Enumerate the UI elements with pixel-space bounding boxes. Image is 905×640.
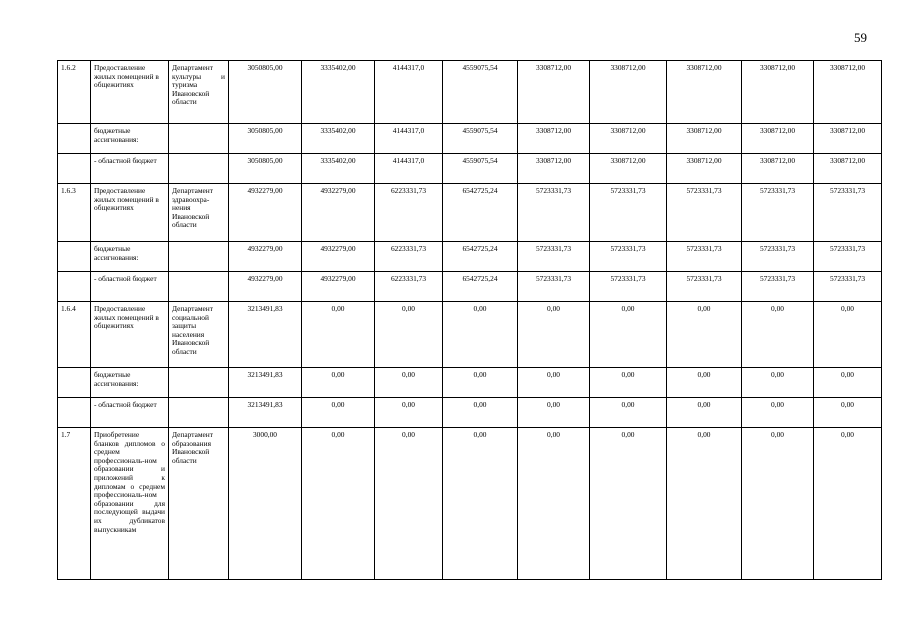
amount-cell: 4144317,0 [375,124,443,154]
amount-cell: 3213491,83 [229,302,302,368]
amount-cell: 0,00 [375,302,443,368]
amount-cell: 0,00 [590,428,667,580]
table-row [58,302,882,368]
table-row [58,61,882,124]
amount-cell: 3308712,00 [667,154,742,184]
amount-cell: 3308712,00 [742,124,814,154]
amount-cell: 0,00 [590,302,667,368]
amount-cell: 4559075,54 [443,61,518,124]
row-code: 1.6.2 [58,61,91,124]
amount-cell: 0,00 [742,368,814,398]
amount-cell: 0,00 [667,368,742,398]
row-department [169,368,229,398]
amount-cell: 3308712,00 [742,154,814,184]
amount-cell: 4559075,54 [443,124,518,154]
table-row [58,272,882,302]
row-department: Департамент здравоохра-нения Ивановской области [169,184,229,242]
amount-cell: 0,00 [667,302,742,368]
amount-cell: 3308712,00 [518,154,590,184]
amount-cell: 5723331,73 [590,242,667,272]
amount-cell: 5723331,73 [742,184,814,242]
amount-cell: 3335402,00 [302,124,375,154]
row-code [58,398,91,428]
table-row [58,428,882,580]
amount-cell: 5723331,73 [814,272,882,302]
amount-cell: 0,00 [302,398,375,428]
row-department [169,272,229,302]
amount-cell: 5723331,73 [667,272,742,302]
row-description: Предоставление жилых помещений в общежитиях [91,61,169,124]
amount-cell: 4932279,00 [229,272,302,302]
amount-cell: 5723331,73 [742,272,814,302]
amount-cell: 3308712,00 [667,61,742,124]
amount-cell: 0,00 [667,398,742,428]
amount-cell: 3308712,00 [518,61,590,124]
amount-cell: 0,00 [590,398,667,428]
row-description: - областной бюджет [91,398,169,428]
amount-cell: 3308712,00 [667,124,742,154]
amount-cell: 6223331,73 [375,184,443,242]
row-code [58,368,91,398]
amount-cell: 0,00 [302,428,375,580]
row-code: 1.7 [58,428,91,580]
amount-cell: 3000,00 [229,428,302,580]
amount-cell: 4932279,00 [229,184,302,242]
row-description: бюджетные ассигнования: [91,368,169,398]
amount-cell: 0,00 [375,368,443,398]
amount-cell: 0,00 [302,368,375,398]
row-code [58,272,91,302]
row-department [169,398,229,428]
amount-cell: 3050805,00 [229,124,302,154]
row-code [58,124,91,154]
amount-cell: 5723331,73 [518,242,590,272]
amount-cell: 3308712,00 [590,61,667,124]
amount-cell: 3335402,00 [302,154,375,184]
row-code [58,242,91,272]
amount-cell: 4144317,0 [375,154,443,184]
amount-cell: 5723331,73 [590,184,667,242]
row-description: Предоставление жилых помещений в общежитиях [91,302,169,368]
amount-cell: 0,00 [742,398,814,428]
amount-cell: 0,00 [375,428,443,580]
page-number: 59 [854,30,867,45]
budget-table [57,60,882,580]
amount-cell: 5723331,73 [814,184,882,242]
amount-cell: 3213491,83 [229,368,302,398]
amount-cell: 5723331,73 [667,242,742,272]
amount-cell: 3050805,00 [229,61,302,124]
amount-cell: 3308712,00 [742,61,814,124]
amount-cell: 3213491,83 [229,398,302,428]
amount-cell: 0,00 [814,368,882,398]
table-row [58,184,882,242]
amount-cell: 5723331,73 [667,184,742,242]
amount-cell: 3308712,00 [518,124,590,154]
amount-cell: 4932279,00 [302,242,375,272]
amount-cell: 6542725,24 [443,184,518,242]
amount-cell: 5723331,73 [742,242,814,272]
row-code: 1.6.3 [58,184,91,242]
amount-cell: 0,00 [742,302,814,368]
amount-cell: 0,00 [302,302,375,368]
amount-cell: 3308712,00 [814,124,882,154]
amount-cell: 0,00 [518,302,590,368]
amount-cell: 6223331,73 [375,242,443,272]
amount-cell: 0,00 [518,428,590,580]
amount-cell: 0,00 [518,368,590,398]
amount-cell: 4932279,00 [302,272,375,302]
amount-cell: 0,00 [814,398,882,428]
amount-cell: 0,00 [518,398,590,428]
amount-cell: 0,00 [443,428,518,580]
amount-cell: 5723331,73 [814,242,882,272]
row-code: 1.6.4 [58,302,91,368]
amount-cell: 0,00 [443,302,518,368]
table-row [58,368,882,398]
amount-cell: 0,00 [814,428,882,580]
amount-cell: 0,00 [590,368,667,398]
amount-cell: 5723331,73 [518,272,590,302]
row-description: Приобретение бланков дипломов о среднем профессиональ-ном образовании и приложений к дипломам о среднем профессиональ-ном образовании для последующей выдачи их дубликатов выпускникам [91,428,169,580]
amount-cell: 4559075,54 [443,154,518,184]
row-department: Департамент социальной защиты населения Ивановской области [169,302,229,368]
table-row [58,398,882,428]
amount-cell: 4932279,00 [302,184,375,242]
amount-cell: 3050805,00 [229,154,302,184]
row-department [169,242,229,272]
amount-cell: 0,00 [443,368,518,398]
row-description: бюджетные ассигнования: [91,124,169,154]
amount-cell: 5723331,73 [590,272,667,302]
amount-cell: 4932279,00 [229,242,302,272]
amount-cell: 0,00 [443,398,518,428]
row-description: - областной бюджет [91,154,169,184]
amount-cell: 0,00 [375,398,443,428]
amount-cell: 0,00 [814,302,882,368]
amount-cell: 6542725,24 [443,242,518,272]
row-department: Департамент образования Ивановской области [169,428,229,580]
amount-cell: 3308712,00 [590,154,667,184]
amount-cell: 6223331,73 [375,272,443,302]
amount-cell: 3308712,00 [814,61,882,124]
table-row [58,242,882,272]
table-row [58,124,882,154]
amount-cell: 5723331,73 [518,184,590,242]
amount-cell: 0,00 [742,428,814,580]
row-description: бюджетные ассигнования: [91,242,169,272]
row-code [58,154,91,184]
amount-cell: 3308712,00 [590,124,667,154]
table-row [58,154,882,184]
row-department [169,124,229,154]
row-description: Предоставление жилых помещений в общежитиях [91,184,169,242]
row-department [169,154,229,184]
row-description: - областной бюджет [91,272,169,302]
amount-cell: 6542725,24 [443,272,518,302]
amount-cell: 3335402,00 [302,61,375,124]
amount-cell: 3308712,00 [814,154,882,184]
amount-cell: 0,00 [667,428,742,580]
row-department: Департамент культуры и туризма Ивановской области [169,61,229,124]
amount-cell: 4144317,0 [375,61,443,124]
